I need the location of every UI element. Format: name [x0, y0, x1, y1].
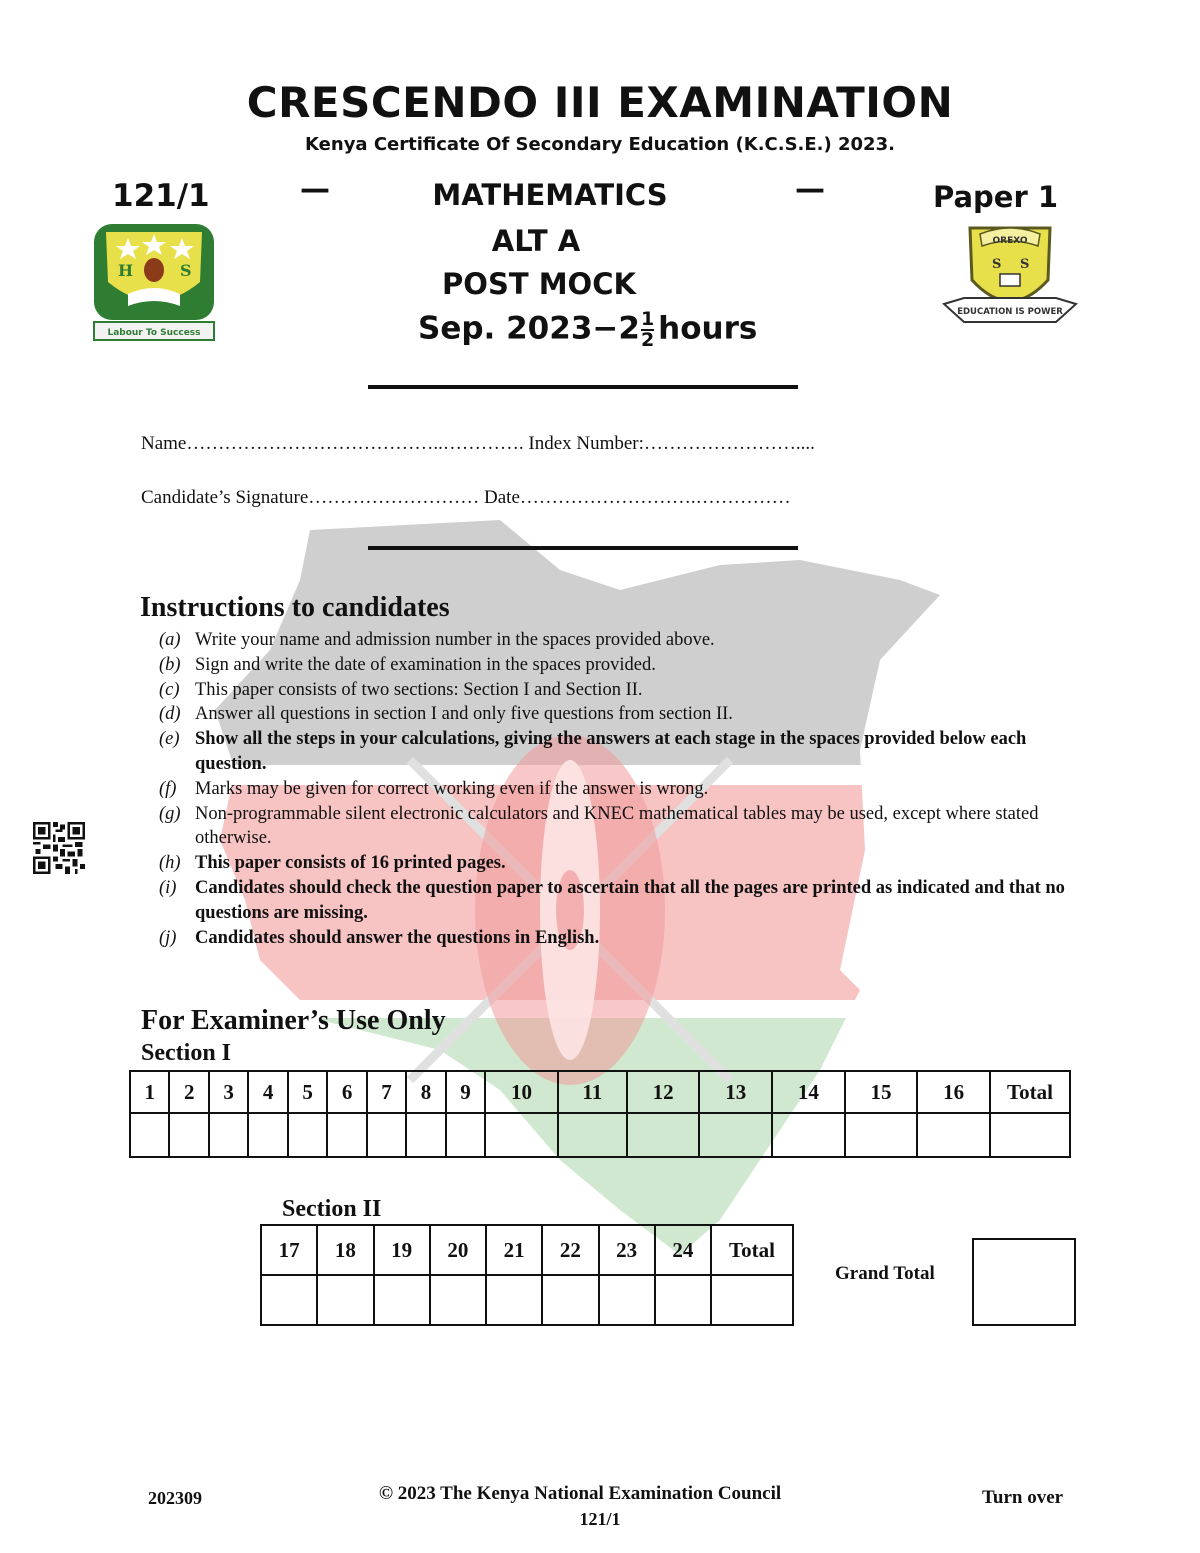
- paper-variant: ALT A: [491, 224, 581, 258]
- question-number-cell: 9: [446, 1071, 485, 1113]
- instruction-label: (e): [159, 729, 180, 750]
- instruction-label: (b): [159, 654, 181, 675]
- instruction-text: This paper consists of 16 printed pages.: [195, 853, 506, 874]
- examiner-heading: For Examiner’s Use Only: [141, 1005, 446, 1036]
- footer-copyright: © 2023 The Kenya National Examination Council: [378, 1483, 782, 1504]
- exam-date: Sep. 2023−2: [418, 310, 640, 347]
- instruction-item: [159, 727, 1079, 777]
- question-number-cell: 3: [209, 1071, 248, 1113]
- mark-cell[interactable]: [327, 1113, 366, 1157]
- mark-cell[interactable]: [288, 1113, 327, 1157]
- qr-code-icon: [33, 822, 85, 874]
- instruction-label: (g): [159, 803, 181, 824]
- table-header-row: [130, 1071, 1070, 1113]
- mark-cell[interactable]: [627, 1113, 700, 1157]
- question-number-cell: 20: [430, 1225, 486, 1275]
- question-number-cell: 24: [655, 1225, 711, 1275]
- instruction-item: [159, 702, 1079, 727]
- mark-cell[interactable]: [317, 1275, 373, 1325]
- footer-paper-code: 121/1: [579, 1509, 621, 1529]
- question-number-cell: 15: [845, 1071, 918, 1113]
- divider-top: [368, 385, 798, 389]
- instructions-list: [159, 628, 1079, 950]
- paper-code: 121/1: [112, 178, 210, 214]
- section-1-marks-table: [129, 1070, 1071, 1158]
- mark-cell[interactable]: [406, 1113, 445, 1157]
- instruction-item: [159, 628, 1079, 653]
- question-number-cell: 1: [130, 1071, 169, 1113]
- mark-cell[interactable]: [558, 1113, 627, 1157]
- question-number-cell: 2: [169, 1071, 208, 1113]
- exam-subtitle: Kenya Certificate Of Secondary Education (K.C.S.E.) 2023.: [305, 134, 895, 155]
- header-dash-left: —: [300, 172, 330, 207]
- instruction-label: (h): [159, 853, 181, 874]
- question-number-cell: 13: [699, 1071, 772, 1113]
- exam-title: CRESCENDO III EXAMINATION: [246, 78, 954, 127]
- marks-entry-row: [261, 1275, 793, 1325]
- mark-cell[interactable]: [772, 1113, 845, 1157]
- mark-cell[interactable]: [655, 1275, 711, 1325]
- question-number-cell: 4: [248, 1071, 287, 1113]
- logo-letter-right: S: [180, 261, 192, 280]
- mark-cell[interactable]: [699, 1113, 772, 1157]
- question-number-cell: 6: [327, 1071, 366, 1113]
- date-duration: [418, 310, 757, 350]
- question-number-cell: 23: [599, 1225, 655, 1275]
- mark-cell[interactable]: [486, 1275, 542, 1325]
- grand-total-label: Grand Total: [835, 1263, 935, 1284]
- mark-cell[interactable]: [261, 1275, 317, 1325]
- logo-letter-left: H: [118, 261, 134, 280]
- mark-cell[interactable]: [599, 1275, 655, 1325]
- mark-cell[interactable]: [209, 1113, 248, 1157]
- instruction-text: Candidates should answer the questions in English.: [195, 927, 600, 948]
- question-number-cell: 17: [261, 1225, 317, 1275]
- exam-session: POST MOCK: [442, 267, 636, 301]
- candidate-name-index-row[interactable]: Name…………………………………..…………. Index Number:……………………....: [141, 433, 815, 454]
- total-header-cell: Total: [711, 1225, 793, 1275]
- mark-cell[interactable]: [542, 1275, 598, 1325]
- mark-cell[interactable]: [430, 1275, 486, 1325]
- instruction-item: [159, 777, 1079, 802]
- instruction-label: (j): [159, 927, 177, 948]
- section-1-label: Section I: [141, 1040, 231, 1066]
- table-header-row: [261, 1225, 793, 1275]
- instruction-text: Marks may be given for correct working even if the answer is wrong.: [195, 778, 709, 799]
- instruction-label: (a): [159, 630, 181, 650]
- instruction-text: Show all the steps in your calculations, giving the answers at each stage in the spaces provided below each question.: [195, 729, 1027, 774]
- mark-cell[interactable]: [446, 1113, 485, 1157]
- school-logo-right: [940, 220, 1080, 332]
- total-mark-cell[interactable]: [990, 1113, 1070, 1157]
- duration-denominator: 2: [640, 329, 655, 351]
- question-number-cell: 21: [486, 1225, 542, 1275]
- instruction-item: [159, 851, 1079, 876]
- instruction-item: [159, 678, 1079, 703]
- duration-numerator: 1: [640, 308, 655, 330]
- mark-cell[interactable]: [485, 1113, 558, 1157]
- instructions-heading: Instructions to candidates: [140, 592, 450, 623]
- header-dash-right: —: [795, 172, 825, 207]
- turn-over-label: Turn over: [982, 1487, 1064, 1508]
- question-number-cell: 22: [542, 1225, 598, 1275]
- instruction-item: [159, 653, 1079, 678]
- instruction-text: Candidates should check the question paper to ascertain that all the pages are printed as indicated and that no questions are missing.: [195, 877, 1065, 923]
- right-logo-letter-right: S: [1020, 257, 1030, 272]
- mark-cell[interactable]: [169, 1113, 208, 1157]
- right-logo-letter-left: S: [992, 257, 1002, 272]
- paper-number: Paper 1: [933, 180, 1059, 214]
- mark-cell[interactable]: [374, 1275, 430, 1325]
- instruction-item: [159, 802, 1079, 852]
- mark-cell[interactable]: [917, 1113, 990, 1157]
- section-2-label: Section II: [282, 1196, 382, 1222]
- mark-cell[interactable]: [845, 1113, 918, 1157]
- subject-title: MATHEMATICS: [432, 178, 668, 212]
- instruction-item: [159, 876, 1079, 926]
- question-number-cell: 19: [374, 1225, 430, 1275]
- candidate-signature-date-row[interactable]: Candidate’s Signature……………………… Date……………………….……………: [141, 487, 791, 508]
- marks-entry-row: [130, 1113, 1070, 1157]
- question-number-cell: 11: [558, 1071, 627, 1113]
- school-logo-left: [88, 222, 220, 344]
- question-number-cell: 7: [367, 1071, 406, 1113]
- instruction-text: Non-programmable silent electronic calculators and KNEC mathematical tables may be used, except where stated otherwise.: [195, 803, 1039, 849]
- question-number-cell: 5: [288, 1071, 327, 1113]
- mark-cell[interactable]: [367, 1113, 406, 1157]
- instruction-text: Sign and write the date of examination in the spaces provided.: [195, 654, 656, 675]
- instruction-label: (f): [159, 778, 177, 799]
- mark-cell[interactable]: [248, 1113, 287, 1157]
- instruction-text: Answer all questions in section I and only five questions from section II.: [195, 704, 733, 725]
- total-mark-cell[interactable]: [711, 1275, 793, 1325]
- instruction-item: [159, 926, 1079, 951]
- instruction-text: Write your name and admission number in the spaces provided above.: [195, 630, 715, 650]
- mark-cell[interactable]: [130, 1113, 169, 1157]
- left-logo-motto: Labour To Success: [107, 328, 201, 338]
- right-logo-banner: OREXO: [992, 236, 1028, 246]
- duration-unit: hours: [658, 310, 758, 347]
- question-number-cell: 18: [317, 1225, 373, 1275]
- divider-bottom: [368, 546, 798, 550]
- instruction-label: (c): [159, 679, 180, 700]
- instruction-label: (i): [159, 877, 177, 898]
- question-number-cell: 14: [772, 1071, 845, 1113]
- instruction-text: This paper consists of two sections: Section I and Section II.: [195, 679, 643, 700]
- section-2-marks-table: [260, 1224, 794, 1326]
- question-number-cell: 16: [917, 1071, 990, 1113]
- footer-code: 202309: [148, 1488, 202, 1508]
- duration-fraction: [641, 310, 654, 350]
- total-header-cell: Total: [990, 1071, 1070, 1113]
- question-number-cell: 12: [627, 1071, 700, 1113]
- question-number-cell: 8: [406, 1071, 445, 1113]
- right-logo-motto: EDUCATION IS POWER: [957, 307, 1063, 317]
- instruction-label: (d): [159, 704, 181, 725]
- question-number-cell: 10: [485, 1071, 558, 1113]
- grand-total-box[interactable]: [972, 1238, 1076, 1326]
